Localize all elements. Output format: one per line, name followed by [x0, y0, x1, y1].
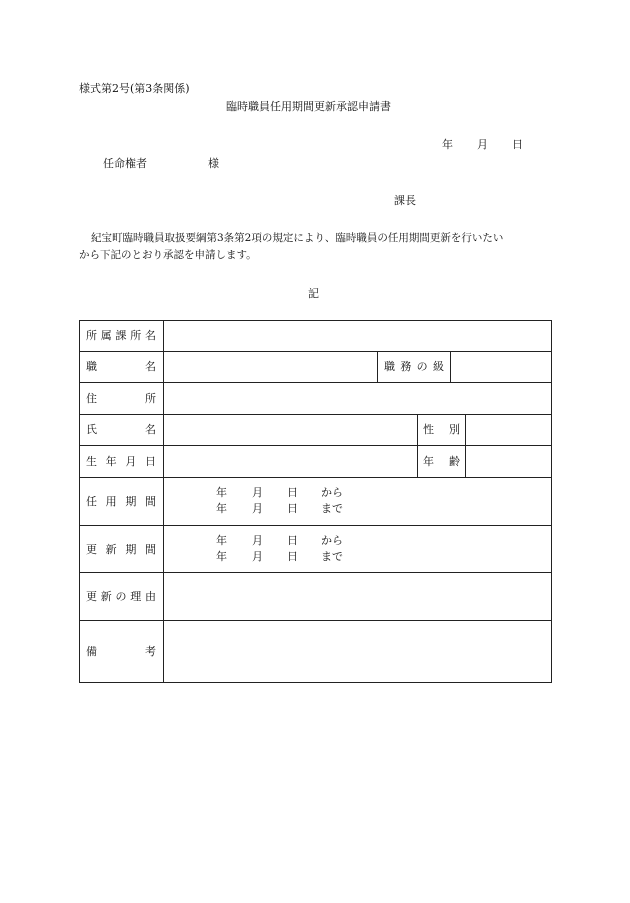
date-month: 月	[477, 138, 488, 151]
period-day: 日	[287, 550, 298, 563]
statement-line-1: 紀宝町臨時職員取扱要綱第3条第2項の規定により、臨時職員の任用期間更新を行いたい	[91, 232, 504, 244]
period-year: 年	[216, 534, 227, 547]
period-month: 月	[252, 534, 263, 547]
appointment-period-label: 任 用 期 間	[86, 495, 156, 508]
renewal-period-label: 更 新 期 間	[86, 543, 156, 556]
address-label: 住 所	[86, 392, 156, 405]
application-form-table	[79, 320, 552, 683]
remarks-label: 備 考	[86, 645, 156, 658]
applicant: 課長	[394, 194, 416, 207]
form-number: 様式第2号(第3条関係)	[79, 82, 190, 95]
age-value-cell[interactable]	[466, 446, 551, 477]
period-year: 年	[216, 502, 227, 515]
date-day: 日	[512, 138, 523, 151]
addressee: 任命権者	[103, 157, 147, 170]
department-value-cell[interactable]	[164, 321, 551, 351]
period-to: まで	[321, 502, 343, 515]
statement-line-2: から下記のとおり承認を申請します。	[79, 249, 257, 261]
job-grade-value-cell[interactable]	[451, 352, 551, 382]
name-label: 氏 名	[86, 423, 156, 436]
gender-value-cell[interactable]	[466, 415, 551, 445]
period-day: 日	[287, 486, 298, 499]
period-month: 月	[252, 502, 263, 515]
renewal-reason-label: 更 新 の 理 由	[86, 590, 156, 603]
period-month: 月	[252, 486, 263, 499]
period-year: 年	[216, 486, 227, 499]
period-from: から	[321, 534, 343, 547]
age-label: 年 齢	[423, 455, 460, 468]
renewal-reason-value-cell[interactable]	[164, 573, 551, 620]
document-title: 臨時職員任用期間更新承認申請書	[226, 100, 391, 113]
period-to: まで	[321, 550, 343, 563]
job-grade-label: 職 務 の 級	[384, 360, 444, 373]
birthdate-value-cell[interactable]	[164, 446, 416, 477]
address-value-cell[interactable]	[164, 383, 551, 414]
job-name-value-cell[interactable]	[164, 352, 376, 382]
birthdate-label: 生 年 月 日	[86, 455, 156, 468]
period-year: 年	[216, 550, 227, 563]
department-label: 所 属 課 所 名	[86, 329, 156, 342]
period-from: から	[321, 486, 343, 499]
remarks-value-cell[interactable]	[164, 621, 551, 682]
honorific: 様	[208, 157, 219, 170]
period-day: 日	[287, 534, 298, 547]
date-year: 年	[442, 138, 453, 151]
period-day: 日	[287, 502, 298, 515]
gender-label: 性 別	[423, 423, 460, 436]
name-value-cell[interactable]	[164, 415, 416, 445]
ki-heading: 記	[308, 287, 319, 300]
job-name-label: 職 名	[86, 360, 156, 373]
period-month: 月	[252, 550, 263, 563]
